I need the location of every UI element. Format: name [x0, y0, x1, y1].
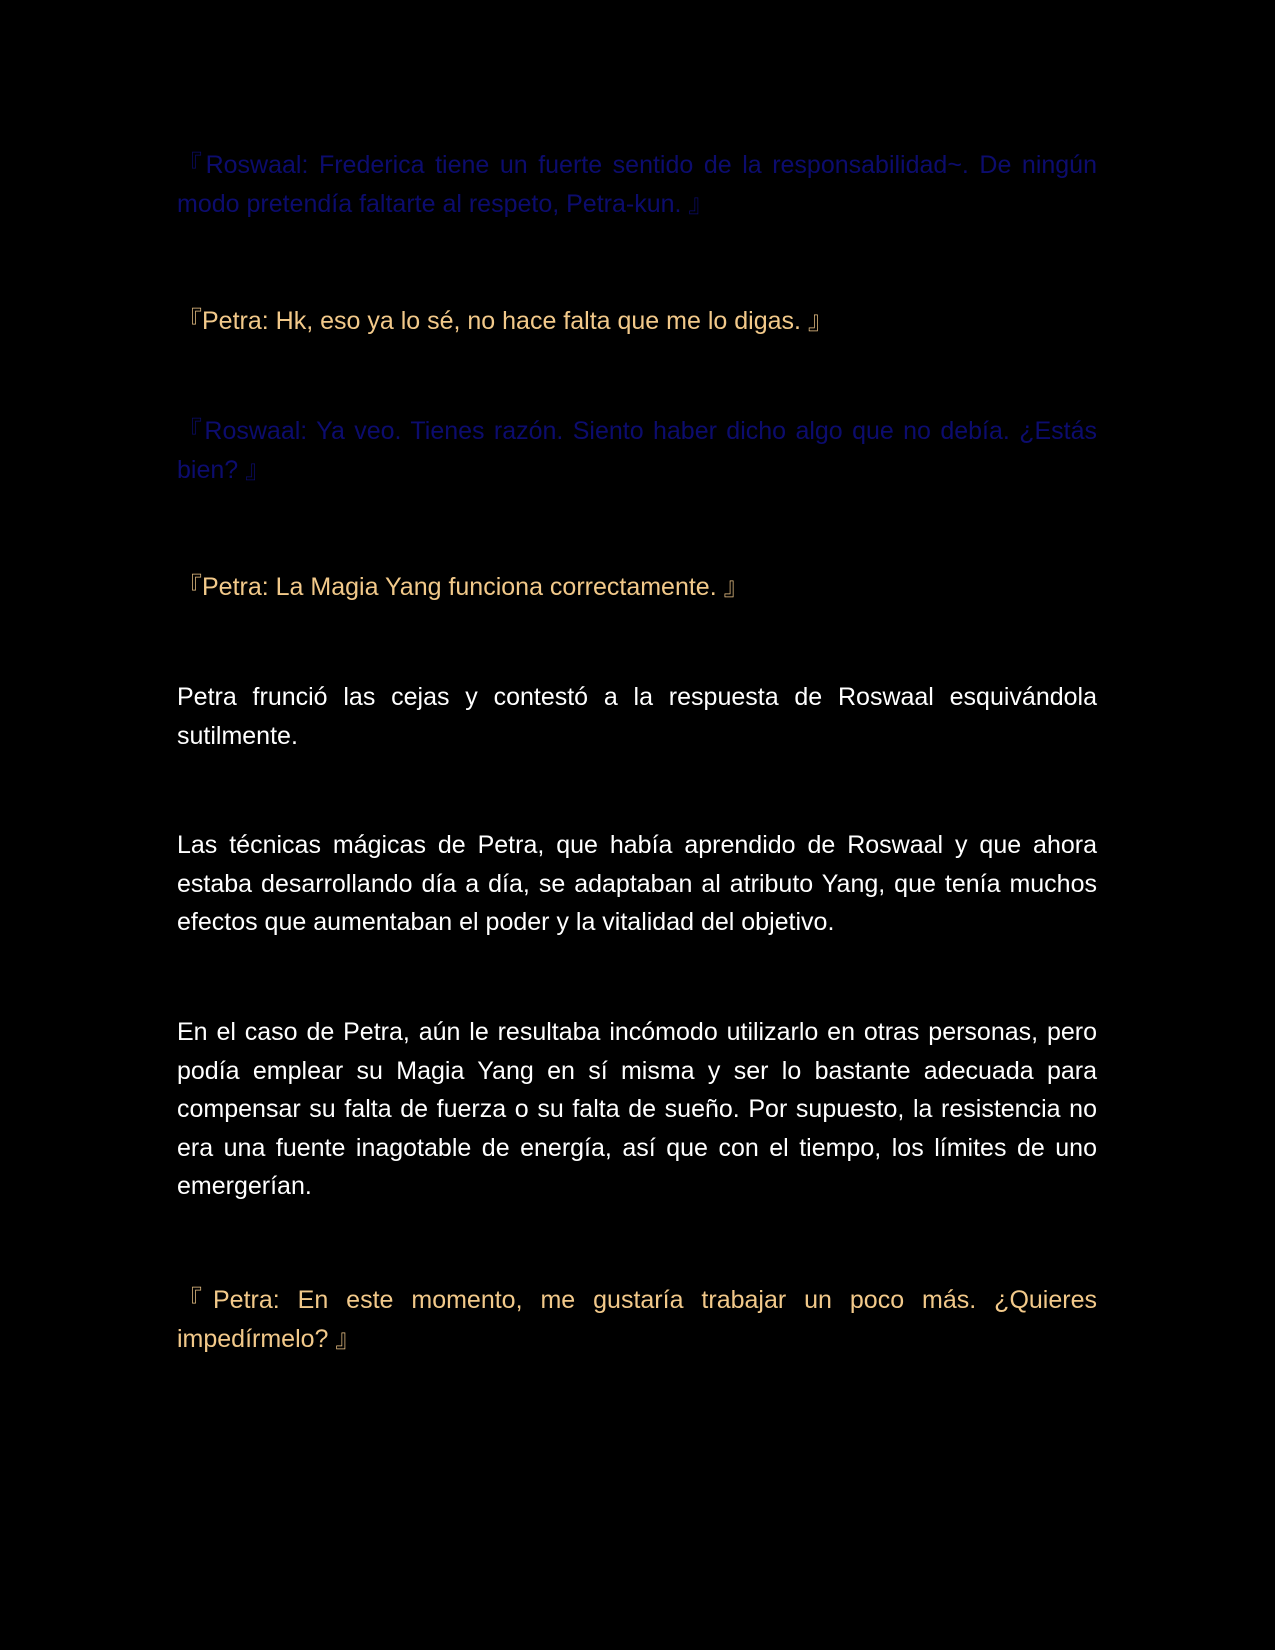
- dialogue-petra: 『Petra: La Magia Yang funciona correctamente. 』: [177, 573, 749, 601]
- dialogue-roswaal: 『Roswaal: Frederica tiene un fuerte sentido de la responsabilidad~. De ningún modo pretendía faltarte al respeto, Petra-kun. 』: [177, 151, 1097, 218]
- narration-paragraph: Petra frunció las cejas y contestó a la respuesta de Roswaal esquivándola sutilmente.: [177, 683, 1097, 750]
- dialogue-petra: 『Petra: En este momento, me gustaría trabajar un poco más. ¿Quieres impedírmelo? 』: [177, 1286, 1097, 1353]
- dialogue-petra: 『Petra: Hk, eso ya lo sé, no hace falta que me lo digas. 』: [177, 307, 833, 335]
- narration-paragraph: Las técnicas mágicas de Petra, que había aprendido de Roswaal y que ahora estaba desarrollando día a día, se adaptaban al atributo Yang, que tenía muchos efectos que aumentaban el poder y la vitalidad del objetivo.: [177, 831, 1097, 936]
- dialogue-roswaal: 『Roswaal: Ya veo. Tienes razón. Siento haber dicho algo que no debía. ¿Estás bien? 』: [177, 417, 1097, 484]
- narration-paragraph: En el caso de Petra, aún le resultaba incómodo utilizarlo en otras personas, pero podía emplear su Magia Yang en sí misma y ser lo bastante adecuada para compensar su falta de fuerza o su falta de sueño. Por supuesto, la resistencia no era una fuente inagotable de energía, así que con el tiempo, los límites de uno emergerían.: [177, 1018, 1097, 1200]
